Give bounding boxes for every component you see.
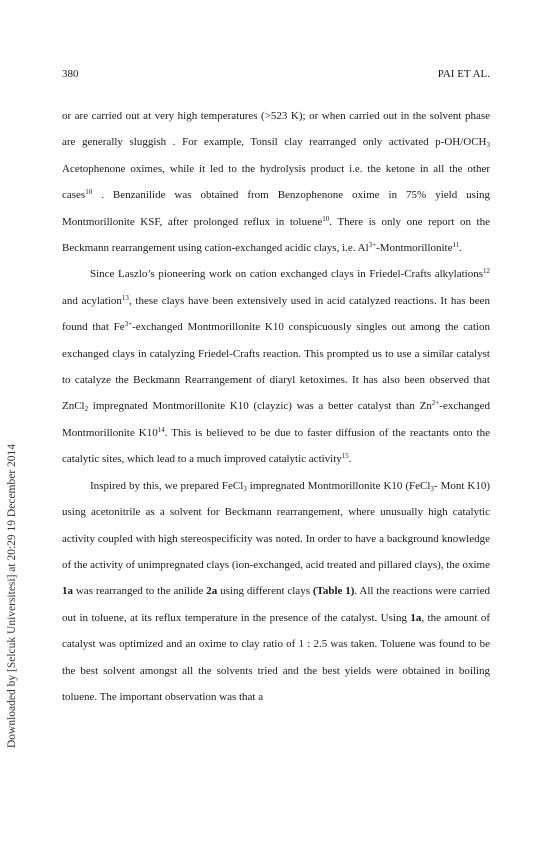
supscript: 11 <box>452 241 460 250</box>
download-sidebar <box>6 150 22 760</box>
text-run: -Montmorillonite <box>376 242 453 255</box>
paragraph-1 <box>62 103 490 261</box>
subscript: 3 <box>486 141 490 150</box>
text-run: Acetophenone oximes, while it led to the hydrolysis product i.e. the ketone in all the other cases <box>62 162 490 202</box>
text-run: using different clays <box>217 585 313 598</box>
text-run: , the amount of catalyst was optimized and an oxime to clay ratio of 1 : 2.5 was taken. Toluene was found to be the best solvent amongst all the solvents tried and the best yields were obtained in boiling toluene. The important observation was that a <box>62 611 490 703</box>
text-run: . This is believed to be due to faster diffusion of the reactants onto the catalytic sites, which lead to a much improved catalytic activity <box>62 426 490 466</box>
subscript: 3 <box>243 484 247 493</box>
paragraph-2 <box>62 261 490 472</box>
text-run: Since Laszlo’s pioneering work on cation exchanged clays in Friedel-Crafts alkylations <box>90 268 483 281</box>
supscript: 13 <box>121 293 129 302</box>
text-run: -exchanged Montmorillonite K10 conspicuously singles out among the cation exchanged clays in catalyzing Friedel-Crafts reaction. This prompted us to use a similar catalyst to catalyze the Beckmann Rearrangement of diaryl ketoximes. It has also been observed that ZnCl <box>62 321 490 413</box>
supscript: 3+ <box>124 320 133 329</box>
bold-ref: 1a <box>62 585 73 598</box>
paragraph-3 <box>62 473 490 711</box>
text-run: and acylation <box>62 294 122 307</box>
text-run: . <box>348 453 352 466</box>
text-run: . There is only one report on the Beckmann rearrangement using cation-exchanged acidic clays, i.e. Al <box>62 215 490 255</box>
text-run: Inspired by this, we prepared FeCl <box>90 479 244 492</box>
text-run: . All the reactions were carried out in toluene, at its reflux temperature in the presence of the catalyst. Using <box>62 585 490 624</box>
supscript: 10 <box>322 214 330 223</box>
subscript: 2 <box>84 405 89 414</box>
text-run: , these clays have been extensively used in acid catalyzed reactions. It has been found that Fe <box>62 294 490 334</box>
supscript: 15 <box>341 452 349 461</box>
supscript: 14 <box>157 425 165 434</box>
text-run: or are carried out at very high temperatures (>523 K); or when carried out in the solvent phase are generally sluggish . For example, Tonsil clay rearranged only activated p-OH/OCH <box>62 110 490 149</box>
supscript: 3+ <box>368 241 377 250</box>
page-number: 380 <box>62 68 79 80</box>
download-note: Downloaded by [Selcuk Universitesi] at 20:29 19 December 2014 <box>6 443 18 748</box>
text-run: impregnated Montmorillonite K10 (FeCl <box>246 479 431 492</box>
article-body <box>62 103 490 710</box>
text-run: . Benzanilide was obtained from Benzophenone oxime in 75% yield using Montmorillonite KSF, after prolonged reflux in toluene <box>62 189 490 228</box>
bold-ref: (Table 1) <box>312 585 355 598</box>
text-run: impregnated Montmorillonite K10 (clayzic) was a better catalyst than Zn <box>88 400 432 413</box>
supscript: 12 <box>483 267 490 276</box>
text-run: -exchanged Montmorillonite K10 <box>62 400 490 439</box>
supscript: 10 <box>85 188 93 197</box>
running-header <box>62 68 490 80</box>
bold-ref: 2a <box>206 585 218 598</box>
text-run: was rearranged to the anilide <box>73 585 207 598</box>
running-title: PAI ET AL. <box>437 68 490 80</box>
bold-ref: 1a <box>410 611 422 624</box>
text-run: - Mont K10) using acetonitrile as a solvent for Beckmann rearrangement, where unusually high catalytic activity coupled with high stereospecificity was noted. In order to have a background knowledge of the activity of unimpregnated clays (ion-exchanged, acid treated and pillared clays), the oxime <box>62 479 490 571</box>
text-run: . <box>459 242 462 255</box>
supscript: 2+ <box>431 399 440 408</box>
subscript: 3 <box>430 484 434 493</box>
